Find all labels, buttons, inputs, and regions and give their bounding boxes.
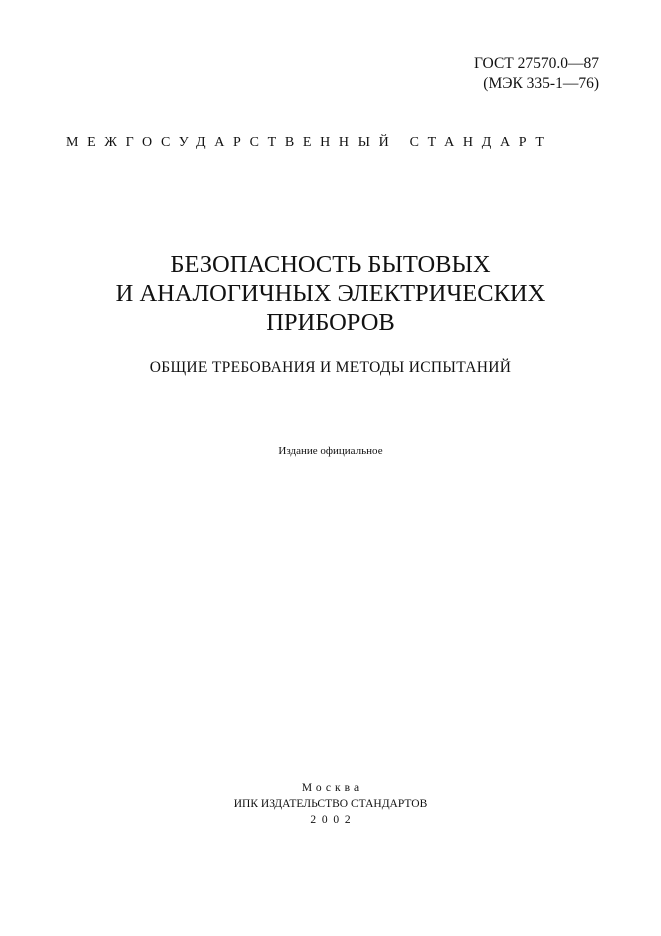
title-line-3: ПРИБОРОВ [266,309,395,336]
imprint-city: Москва [301,782,364,794]
document-title [0,250,661,337]
imprint-block [0,780,661,828]
imprint-year: 2002 [310,814,357,826]
title-line-1: БЕЗОПАСНОСТЬ БЫТОВЫХ [170,251,491,278]
edition-note: Издание официальное [278,445,383,457]
document-number-block [474,54,599,94]
imprint-publisher: ИПК ИЗДАТЕЛЬСТВО СТАНДАРТОВ [233,798,428,810]
document-subtitle: ОБЩИЕ ТРЕБОВАНИЯ И МЕТОДЫ ИСПЫТАНИЙ [149,359,512,376]
gost-number: ГОСТ 27570.0—87 [473,55,599,72]
standard-type-heading: МЕЖГОСУДАРСТВЕННЫЙ СТАНДАРТ [66,135,553,150]
iec-number: (МЭК 335-1—76) [483,75,599,92]
title-line-2: И АНАЛОГИЧНЫХ ЭЛЕКТРИЧЕСКИХ [115,280,546,307]
